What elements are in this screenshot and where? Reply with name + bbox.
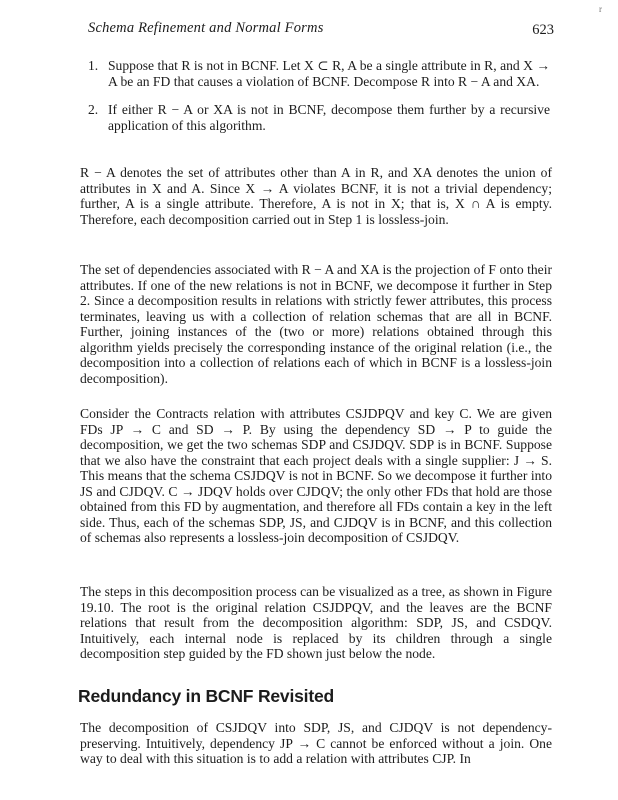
step-text: Suppose that R is not in BCNF. Let X ⊂ R, A be a single attribute in R, and X → A be an FD that causes a violation of BCNF. Decompose R into R − A and XA. (108, 58, 550, 89)
corner-mark: r (599, 4, 602, 14)
algorithm-step (88, 58, 550, 89)
running-title: Schema Refinement and Normal Forms (88, 20, 324, 36)
step-text: If either R − A or XA is not in BCNF, decompose them further by a recursive application of this algorithm. (108, 102, 550, 133)
paragraph-dependency-projection: The set of dependencies associated with R − A and XA is the projection of F onto their attributes. If one of the new relations is not in BCNF, we decompose it further in Step 2. Since a decomposition results in relations with strictly fewer attributes, this process terminates, leaving us with a collection of relation schemas that are all in BCNF. Further, joining instances of the (two or more) relations obtained through this algorithm yields precisely the corresponding instance of the original relation (i.e., the decomposition into a collection of relations each of which in BCNF is a lossless-join decomposition). (80, 262, 552, 386)
paragraph-decomposition-explanation: R − A denotes the set of attributes other than A in R, and XA denotes the union of attributes in X and A. Since X → A violates BCNF, it is not a trivial dependency; further, A is a single attribute. Therefore, A is not in X; that is, X ∩ A is empty. Therefore, each decomposition carried out in Step 1 is lossless-join. (80, 165, 552, 227)
paragraph-decomposition-tree: The steps in this decomposition process can be visualized as a tree, as shown in Figure 19.10. The root is the original relation CSJDPQV, and the leaves are the BCNF relations that result from the decomposition algorithm: SDP, JS, and CSDQV. Intuitively, each internal node is replaced by its children through a single decomposition step guided by the FD shown just below the node. (80, 584, 552, 661)
algorithm-steps (88, 58, 550, 146)
page-number: 623 (532, 22, 554, 38)
section-heading: Redundancy in BCNF Revisited (78, 686, 334, 706)
step-number: 1. (88, 58, 99, 73)
algorithm-step (88, 102, 550, 133)
paragraph-redundancy: The decomposition of CSJDQV into SDP, JS, and CJDQV is not dependency-preserving. Intuitively, dependency JP → C cannot be enforced without a join. One way to deal with this situation is to add a relation with attributes CJP. In (80, 720, 552, 766)
paragraph-contracts-example: Consider the Contracts relation with attributes CSJDPQV and key C. We are given FDs JP → C and SD → P. By using the dependency SD → P to guide the decomposition, we get the two schemas SDP and CSJDQV. SDP is in BCNF. Suppose that we also have the constraint that each project deals with a single supplier: J → S. This means that the schema CSJDQV is not in BCNF. So we decompose it further into JS and CJDQV. C → JDQV holds over CJDQV; the only other FDs that hold are those obtained from this FD by augmentation, and therefore all FDs contain a key in the left side. Thus, each of the schemas SDP, JS, and CJDQV is in BCNF, and this collection of schemas also represents a lossless-join decomposition of CSJDQV. (80, 406, 552, 545)
step-number: 2. (88, 102, 99, 117)
